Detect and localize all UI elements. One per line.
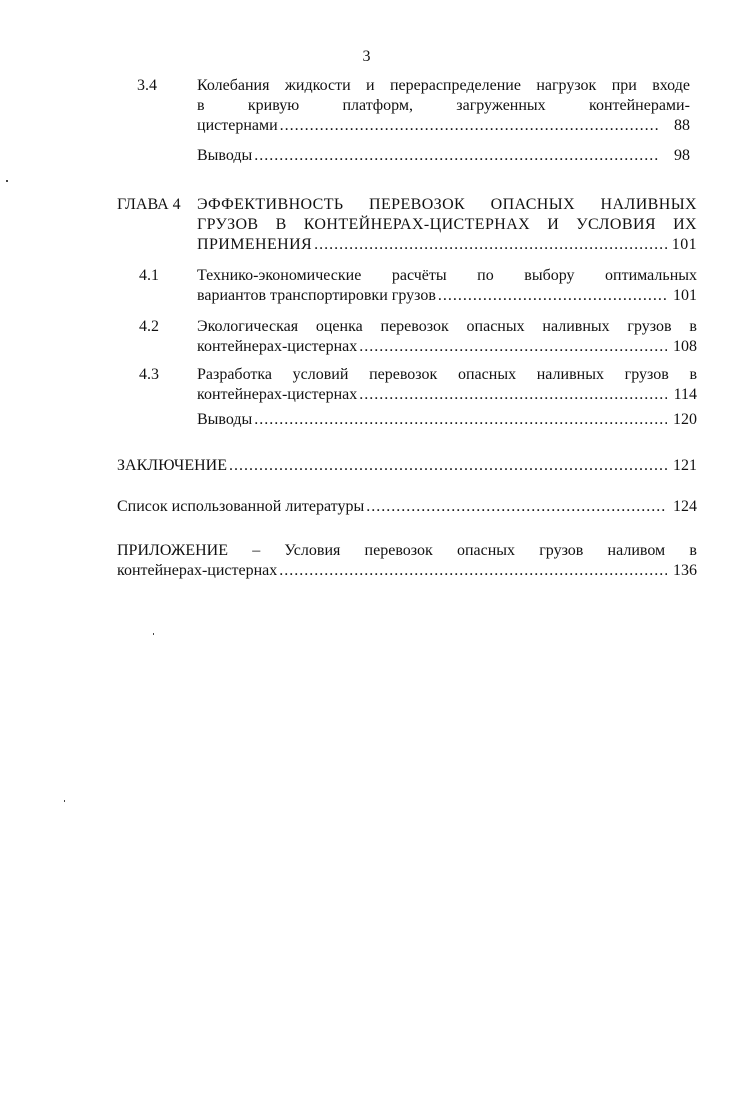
toc-title-word: Разработка (197, 366, 272, 383)
toc-title-tail: контейнерах-цистернах (197, 338, 358, 355)
toc-title-line (197, 76, 690, 96)
toc-leader-line (197, 410, 697, 430)
toc-title-word: И (547, 216, 560, 233)
toc-title-word: грузов (624, 366, 669, 383)
page-number: 3 (362, 48, 371, 65)
toc-title-line (117, 541, 697, 561)
dot-leader (438, 286, 667, 306)
toc-page-number: 121 (673, 457, 697, 474)
toc-leader-line (117, 456, 697, 476)
toc-title-word: – (252, 542, 261, 559)
toc-title-word: при (611, 77, 637, 94)
toc-page-number: 101 (671, 236, 697, 253)
toc-title-word: и (366, 77, 375, 94)
toc-title-word: ГРУЗОВ (197, 216, 259, 233)
toc-title-word: опасных (466, 318, 525, 335)
toc-title-word: НАЛИВНЫХ (600, 196, 697, 213)
toc-title-tail: вариантов транспортировки грузов (197, 287, 436, 304)
toc-title-word: выбору (524, 267, 575, 284)
toc-title-tail: Выводы (197, 411, 253, 428)
toc-title-tail: ПРИМЕНЕНИЯ (197, 236, 313, 253)
toc-page-number: 101 (673, 287, 697, 304)
dot-leader (279, 561, 667, 581)
toc-leader-line (197, 337, 697, 357)
toc-leader-line (197, 146, 690, 166)
toc-title-tail: цистернами (197, 117, 278, 134)
toc-page-number: 120 (673, 411, 697, 428)
toc-title-word: оптимальных (605, 267, 697, 284)
toc-entry-number: 3.4 (137, 77, 157, 94)
toc-title-word: в (689, 366, 697, 383)
toc-title-tail: Список использованной литературы (117, 498, 365, 515)
toc-title-word: наливом (607, 542, 666, 559)
toc-title-word: расчёты (391, 267, 447, 284)
toc-title-word: ПРИЛОЖЕНИЕ (117, 542, 229, 559)
toc-title-word: наливных (536, 366, 604, 383)
toc-title-word: грузов (627, 318, 672, 335)
toc-title-word: входе (652, 77, 690, 94)
dot-leader (359, 337, 667, 357)
toc-entry-number: 4.2 (139, 318, 159, 335)
toc-title-tail: контейнерах-цистернах (117, 562, 278, 579)
toc-title-line (197, 365, 697, 385)
toc-page-number: 136 (673, 562, 697, 579)
toc-title-tail: ЗАКЛЮЧЕНИЕ (117, 457, 227, 474)
toc-leader-line (117, 561, 697, 581)
toc-title-tail: контейнерах-цистернах (197, 386, 358, 403)
toc-title-word: ЭФФЕКТИВНОСТЬ (197, 196, 344, 213)
toc-title-word: контейнерами- (588, 97, 690, 114)
toc-title-word: Колебания (197, 77, 270, 94)
scan-speck (64, 800, 65, 802)
toc-title-line (197, 195, 697, 215)
toc-entry-number: 4.3 (139, 366, 159, 383)
dot-leader (229, 456, 667, 476)
toc-page-number: 124 (673, 498, 697, 515)
toc-title-word: по (477, 267, 494, 284)
toc-entry-number: 4.1 (139, 267, 159, 284)
toc-title-word: условий (292, 366, 349, 383)
toc-title-line (197, 266, 697, 286)
toc-page-number: 88 (674, 117, 690, 134)
toc-title-word: ИХ (673, 216, 697, 233)
toc-title-word: перевозок (364, 542, 433, 559)
toc-title-word: перевозок (380, 318, 449, 335)
toc-leader-line (197, 385, 697, 405)
toc-title-word: опасных (456, 542, 516, 559)
toc-title-word: в (689, 542, 697, 559)
toc-title-word: Экологическая (197, 318, 299, 335)
toc-leader-line (197, 286, 697, 306)
dot-leader (280, 116, 660, 136)
toc-title-line (197, 215, 697, 235)
scan-speck (6, 180, 8, 182)
toc-page-number: 108 (673, 338, 697, 355)
toc-title-word: в (689, 318, 697, 335)
toc-title-word: наливных (542, 318, 610, 335)
toc-title-word: перераспределение (389, 77, 521, 94)
toc-title-word: оценка (315, 318, 363, 335)
scan-speck (153, 633, 154, 635)
toc-title-line (197, 96, 690, 116)
toc-title-word: ПЕРЕВОЗОК (369, 196, 466, 213)
toc-title-word: В (275, 216, 287, 233)
toc-title-word: жидкости (284, 77, 351, 94)
toc-title-word: Условия (284, 542, 341, 559)
toc-title-word: грузов (539, 542, 584, 559)
toc-title-word: УСЛОВИЯ (576, 216, 656, 233)
toc-leader-line (197, 116, 690, 136)
toc-leader-line (117, 497, 697, 517)
toc-page-number: 98 (674, 147, 690, 164)
toc-title-word: платформ, (342, 97, 413, 114)
toc-title-word: загруженных (456, 97, 546, 114)
dot-leader (254, 410, 667, 430)
dot-leader (359, 385, 667, 405)
toc-title-word: КОНТЕЙНЕРАХ-ЦИСТЕРНАХ (303, 216, 531, 233)
dot-leader (366, 497, 667, 517)
toc-title-word: Технико-экономические (197, 267, 362, 284)
toc-leader-line (197, 235, 697, 255)
toc-entry-number: ГЛАВА 4 (117, 196, 181, 213)
toc-title-word: в (197, 97, 205, 114)
dot-leader (254, 146, 660, 166)
toc-title-word: нагрузок (536, 77, 597, 94)
toc-title-tail: Выводы (197, 147, 253, 164)
dot-leader (314, 235, 667, 255)
toc-title-word: опасных (457, 366, 517, 383)
toc-title-line (197, 317, 697, 337)
toc-title-word: кривую (247, 97, 300, 114)
toc-title-word: перевозок (369, 366, 438, 383)
toc-title-word: ОПАСНЫХ (490, 196, 576, 213)
toc-page-number: 114 (673, 386, 697, 403)
